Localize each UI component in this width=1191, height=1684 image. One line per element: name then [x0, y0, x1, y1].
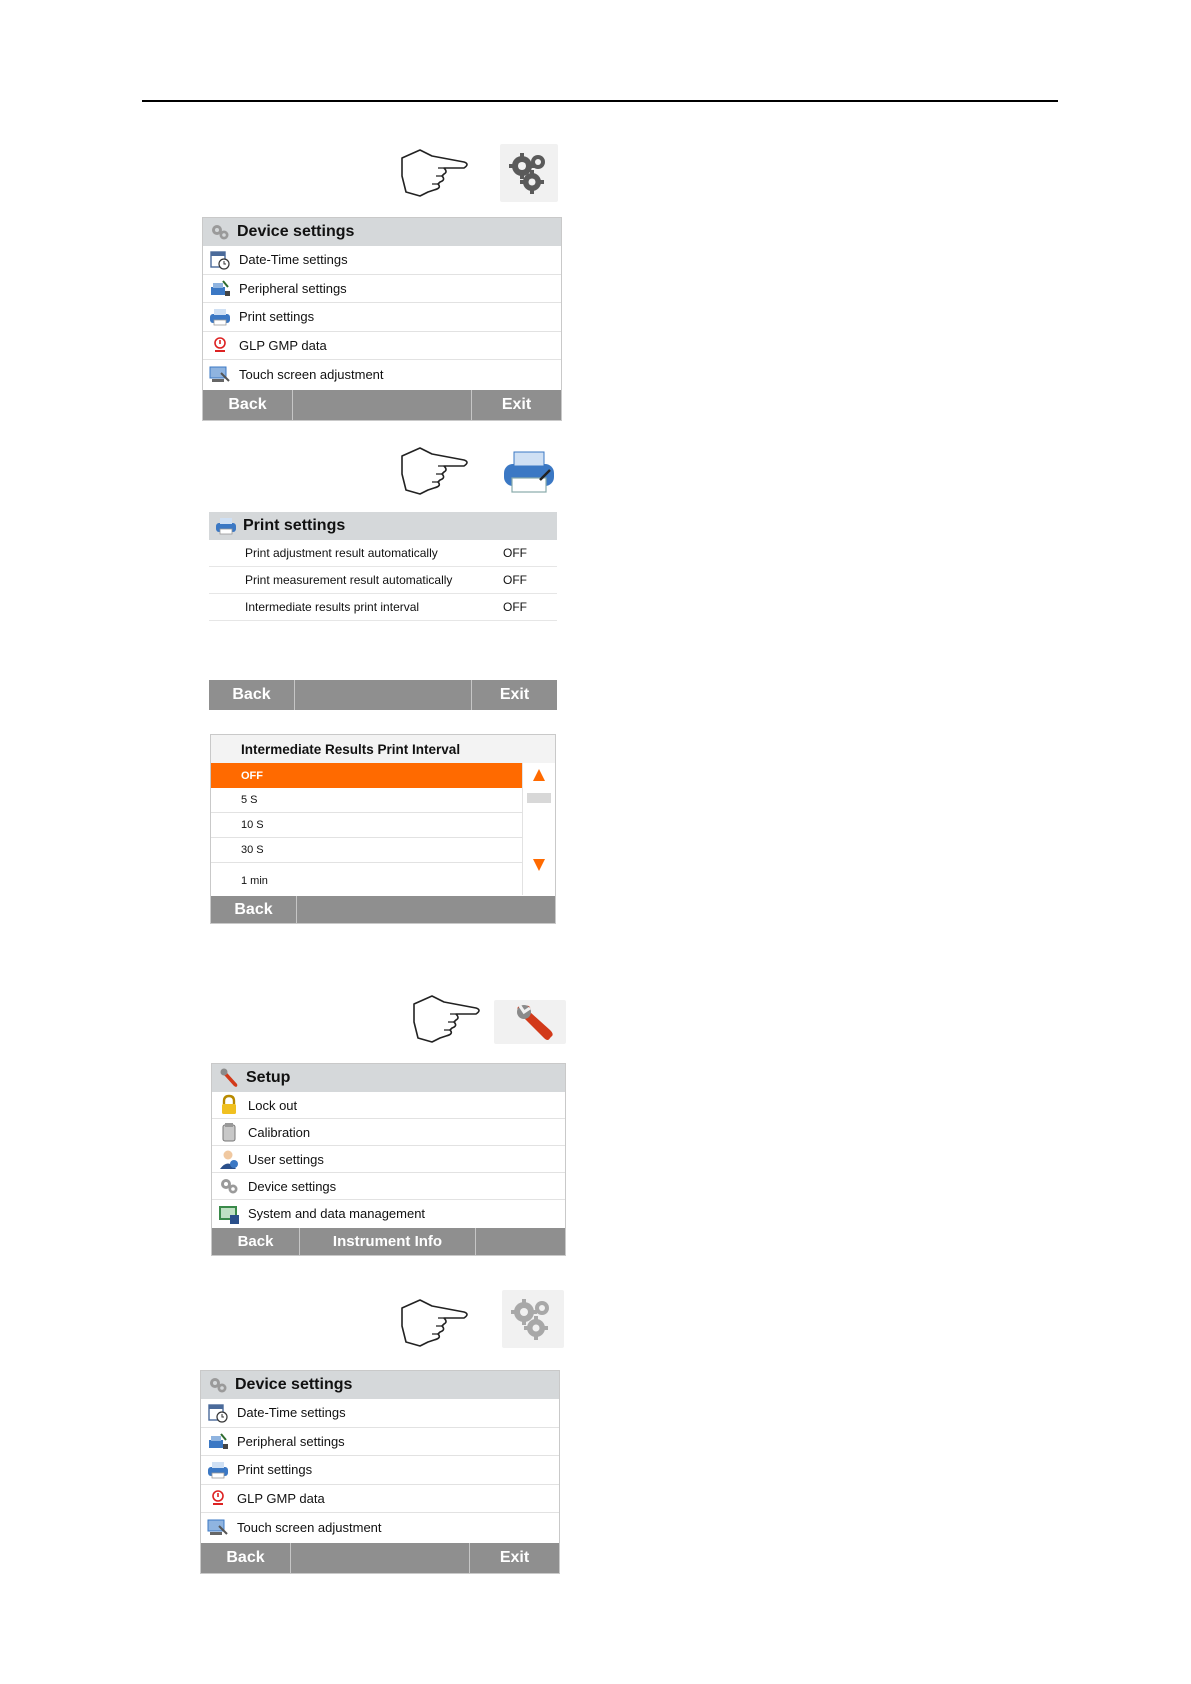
device-settings-title: Device settings	[237, 223, 355, 240]
exit-button[interactable]: Exit	[471, 390, 561, 420]
interval-footer	[211, 896, 555, 923]
device-settings-header	[203, 218, 561, 246]
pointing-hand-icon	[398, 1296, 472, 1352]
printer-icon	[207, 1459, 229, 1481]
calendar-clock-icon	[209, 249, 231, 271]
gears-icon[interactable]	[500, 144, 558, 202]
instrument-info-button[interactable]: Instrument Info	[300, 1228, 476, 1255]
interval-option[interactable]: 30 S	[211, 838, 523, 863]
print-settings-panel	[209, 512, 557, 710]
menu-item-peripheral[interactable]: Peripheral settings	[203, 275, 561, 304]
print-settings-header	[209, 512, 557, 540]
gears-icon	[207, 1374, 229, 1396]
back-button[interactable]: Back	[201, 1543, 291, 1573]
scroll-thumb[interactable]	[527, 793, 551, 803]
interval-option[interactable]: 10 S	[211, 813, 523, 838]
menu-item-touch-screen[interactable]: Touch screen adjustment	[201, 1513, 559, 1542]
menu-item-peripheral[interactable]: Peripheral settings	[201, 1428, 559, 1457]
setup-title: Setup	[246, 1069, 291, 1086]
back-button[interactable]: Back	[212, 1228, 300, 1255]
setup-panel	[211, 1063, 566, 1256]
printer-icon[interactable]	[500, 446, 558, 498]
device-settings-footer	[203, 390, 561, 420]
back-button[interactable]: Back	[209, 680, 295, 710]
menu-item-system-data[interactable]: System and data management	[212, 1200, 565, 1227]
menu-item-calibration[interactable]: Calibration	[212, 1119, 565, 1146]
peripheral-icon	[207, 1430, 229, 1452]
footer-spacer	[295, 680, 471, 710]
system-data-icon	[218, 1203, 240, 1225]
setting-value: OFF	[503, 546, 527, 560]
gears-icon[interactable]	[502, 1290, 564, 1348]
device-settings-panel	[202, 217, 562, 421]
print-setting-row[interactable]: Print adjustment result automatically OFF	[209, 540, 557, 567]
back-button[interactable]: Back	[203, 390, 293, 420]
footer-spacer	[476, 1228, 565, 1255]
device-settings-panel	[200, 1370, 560, 1574]
peripheral-icon	[209, 277, 231, 299]
menu-item-print-settings[interactable]: Print settings	[201, 1456, 559, 1485]
print-settings-title: Print settings	[243, 517, 346, 534]
device-settings-footer	[201, 1543, 559, 1573]
touchscreen-icon	[207, 1516, 229, 1538]
menu-item-lock-out[interactable]: Lock out	[212, 1092, 565, 1119]
glp-icon	[209, 334, 231, 356]
menu-item-glp-gmp[interactable]: GLP GMP data	[201, 1485, 559, 1514]
interval-panel	[210, 734, 556, 924]
wrench-icon	[218, 1067, 240, 1089]
setup-footer	[212, 1228, 565, 1255]
interval-option[interactable]: 5 S	[211, 788, 523, 813]
device-settings-header	[201, 1371, 559, 1399]
menu-item-glp-gmp[interactable]: GLP GMP data	[203, 332, 561, 361]
exit-button[interactable]: Exit	[471, 680, 557, 710]
wrench-icon[interactable]	[494, 1000, 566, 1044]
user-icon	[218, 1148, 240, 1170]
interval-options	[211, 763, 523, 893]
footer-spacer	[297, 896, 555, 923]
interval-title: Intermediate Results Print Interval	[211, 735, 555, 764]
exit-button[interactable]: Exit	[469, 1543, 559, 1573]
menu-item-date-time[interactable]: Date-Time settings	[203, 246, 561, 275]
glp-icon	[207, 1487, 229, 1509]
scroll-down-icon[interactable]	[533, 859, 545, 871]
print-setting-row[interactable]: Print measurement result automatically OFF	[209, 567, 557, 594]
touchscreen-icon	[209, 363, 231, 385]
setup-header	[212, 1064, 565, 1092]
gears-icon	[218, 1175, 240, 1197]
scroll-up-icon[interactable]	[533, 769, 545, 781]
interval-option-selected[interactable]: OFF	[211, 763, 523, 788]
setting-value: OFF	[503, 573, 527, 587]
page-header-rule	[142, 100, 1058, 102]
pointing-hand-icon	[398, 444, 472, 500]
menu-item-device-settings[interactable]: Device settings	[212, 1173, 565, 1200]
print-setting-row[interactable]: Intermediate results print interval OFF	[209, 594, 557, 621]
scrollbar[interactable]	[522, 763, 555, 895]
footer-spacer	[293, 390, 471, 420]
menu-item-user-settings[interactable]: User settings	[212, 1146, 565, 1173]
menu-item-print-settings[interactable]: Print settings	[203, 303, 561, 332]
calibration-icon	[218, 1121, 240, 1143]
back-button[interactable]: Back	[211, 896, 297, 923]
interval-option[interactable]: 1 min	[241, 875, 268, 887]
gears-icon	[209, 221, 231, 243]
printer-icon	[215, 515, 237, 537]
printer-icon	[209, 306, 231, 328]
lock-icon	[218, 1094, 240, 1116]
menu-item-touch-screen[interactable]: Touch screen adjustment	[203, 360, 561, 389]
setting-value: OFF	[503, 600, 527, 614]
pointing-hand-icon	[410, 992, 484, 1048]
footer-spacer	[291, 1543, 469, 1573]
pointing-hand-icon	[398, 146, 472, 202]
menu-item-date-time[interactable]: Date-Time settings	[201, 1399, 559, 1428]
calendar-clock-icon	[207, 1402, 229, 1424]
print-settings-footer	[209, 680, 557, 710]
device-settings-title: Device settings	[235, 1376, 353, 1393]
